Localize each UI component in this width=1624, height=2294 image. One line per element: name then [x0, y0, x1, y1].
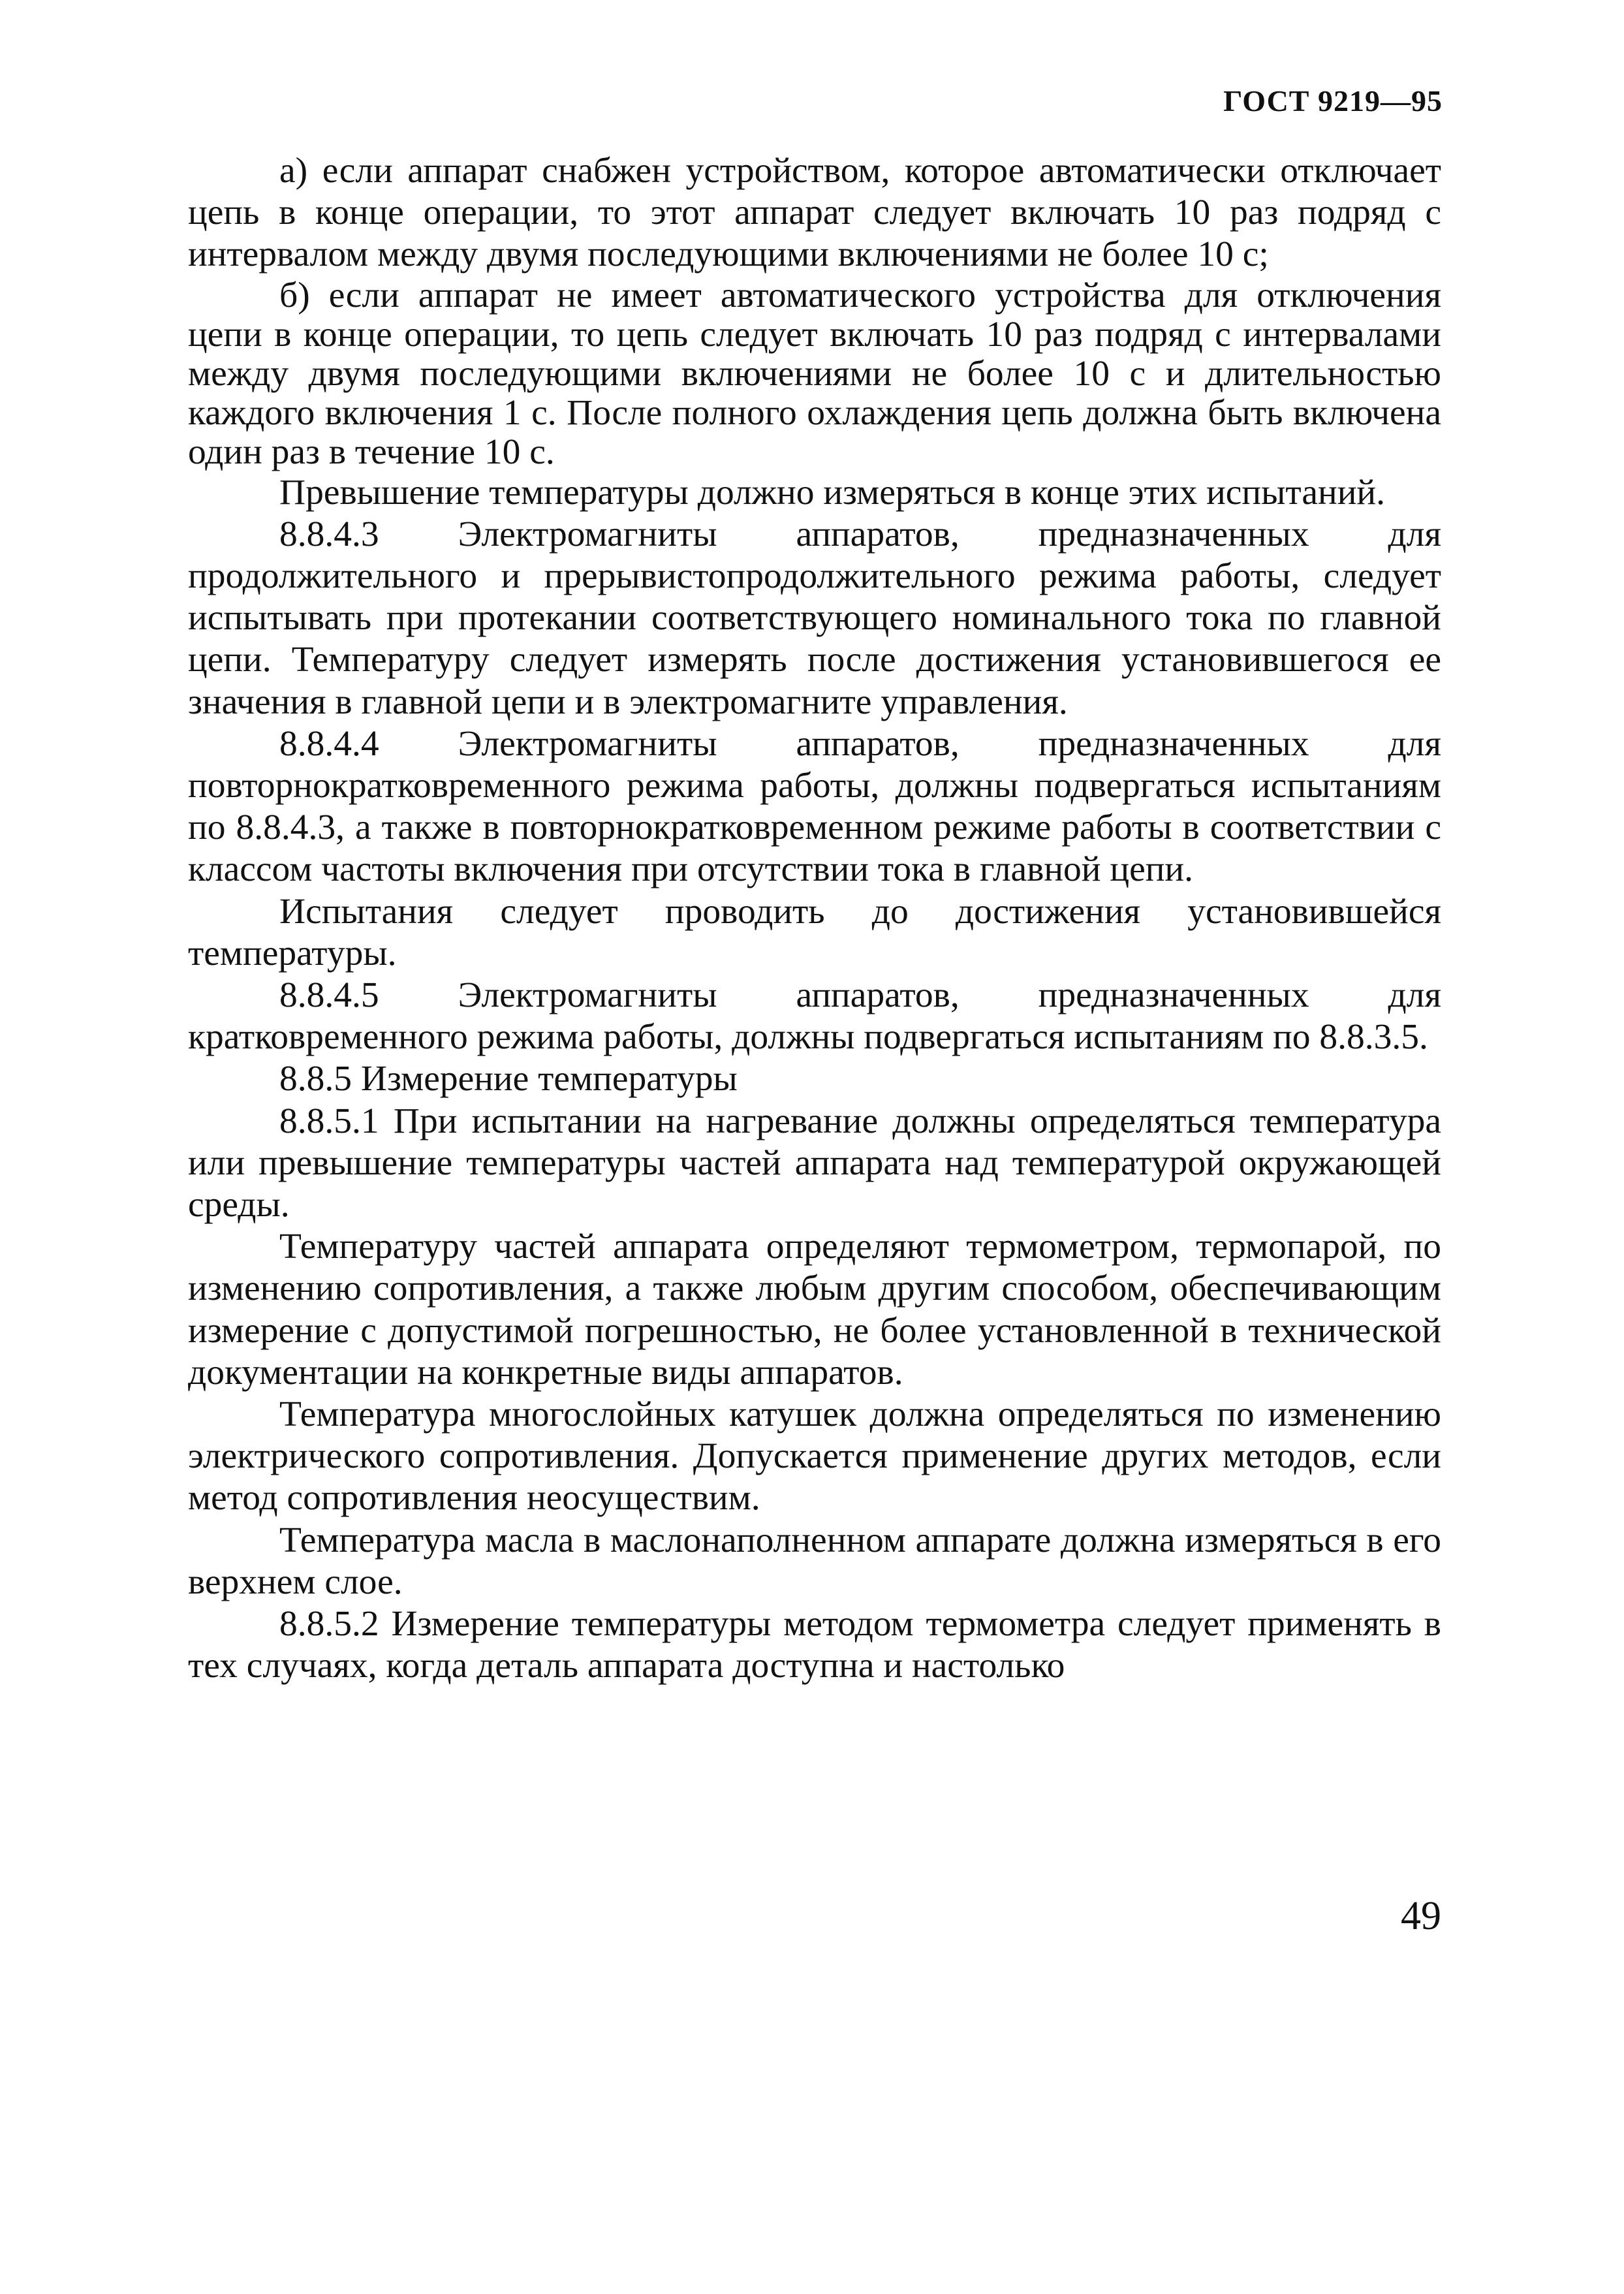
- clause-8-8-4-5: 8.8.4.5 Электромагниты аппаратов, предназначенных для кратковременного режима работы, должны подвергаться испытаниям по 8.8.3.5.: [188, 975, 1441, 1058]
- paragraph-multilayer-coils: Температура многослойных катушек должна определяться по изменению электрического сопротивления. Допускается применение других методов, если метод сопротивления неосуществим.: [188, 1394, 1441, 1518]
- paragraph-a: а) если аппарат снабжен устройством, которое автоматически отключает цепь в конце операции, то этот аппарат следует включать 10 раз подряд с интервалом между двумя последующими включениями не более 10 с;: [188, 151, 1441, 275]
- paragraph-measurement-methods: Температуру частей аппарата определяют термометром, термопарой, по изменению сопротивления, а также любым другим способом, обеспечивающим измерение с допустимой погрешностью, не более установленной в технической документации на конкретные виды аппаратов.: [188, 1227, 1441, 1392]
- document-code: ГОСТ 9219—95: [1223, 84, 1443, 118]
- page-number: 49: [1401, 1894, 1441, 1938]
- clause-8-8-4-3: 8.8.4.3 Электромагниты аппаратов, предназначенных для продолжительного и прерывистопродолжительного режима работы, следует испытывать при протекании соответствующего номинального тока по главной цепи. Температуру следует измерять после достижения установившегося ее значения в главной цепи и в электромагните управления.: [188, 514, 1441, 722]
- clause-8-8-5-heading: 8.8.5 Измерение температуры: [279, 1059, 738, 1099]
- clause-8-8-5-2: 8.8.5.2 Измерение температуры методом термометра следует применять в тех случаях, когда деталь аппарата доступна и настолько: [188, 1604, 1441, 1686]
- paragraph-temperature-excess: Превышение температуры должно измеряться в конце этих испытаний.: [279, 472, 1385, 512]
- paragraph-tests-until-steady: Испытания следует проводить до достижения установившейся температуры.: [188, 891, 1441, 973]
- paragraph-b: б) если аппарат не имеет автоматического устройства для отключения цепи в конце операции, то цепь следует включать 10 раз подряд с интервалами между двумя последующими включениями не более 10 с и длительностью каждого включения 1 с. После полного охлаждения цепь должна быть включена один раз в течение 10 с.: [188, 275, 1441, 472]
- clause-8-8-5-1: 8.8.5.1 При испытании на нагревание должны определяться температура или превышение температуры частей аппарата над температурой окружающей среды.: [188, 1101, 1441, 1225]
- paragraph-oil-temperature: Температура масла в маслонаполненном аппарате должна измеряться в его верхнем слое.: [188, 1520, 1441, 1602]
- clause-8-8-4-4: 8.8.4.4 Электромагниты аппаратов, предназначенных для повторнократковременного режима работы, должны подвергаться испытаниям по 8.8.4.3, а также в повторнократковременном режиме работы в соответствии с классом частоты включения при отсутствии тока в главной цепи.: [188, 723, 1441, 890]
- body-text: [188, 150, 1441, 1688]
